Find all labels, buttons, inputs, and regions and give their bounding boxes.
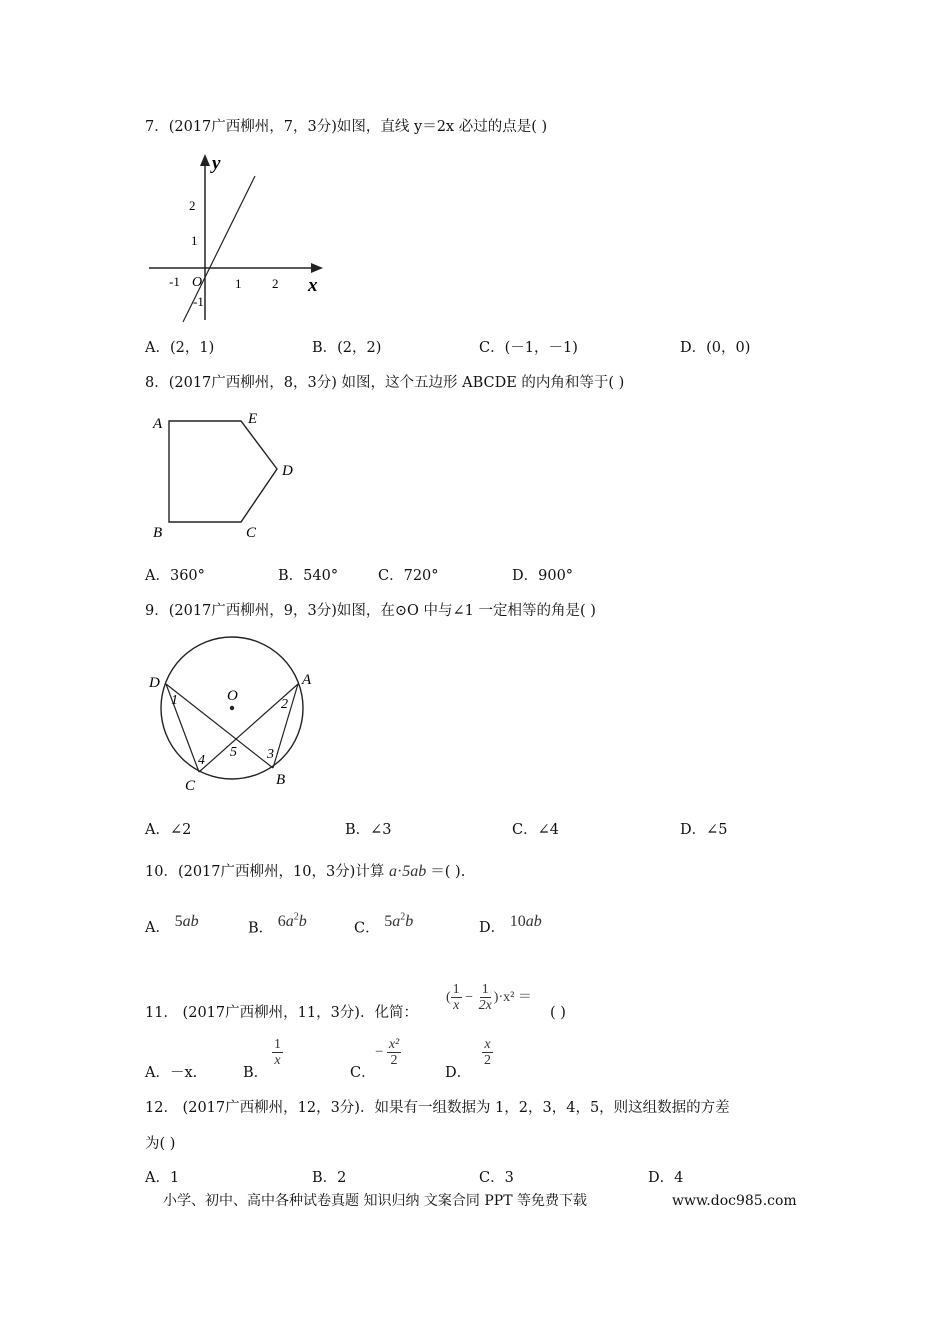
q12-option-c[interactable]: C．3: [479, 1170, 514, 1186]
q11-stem: 11． (2017广西柳州，11，3分)．化简：: [145, 1005, 418, 1021]
vertex-a: A: [153, 416, 163, 432]
q10-option-b[interactable]: B． $6a^2b$: [248, 912, 307, 937]
q12-stem-line1: 12． (2017广西柳州，12，3分)．如果有一组数据为 1，2，3，4，5，则这组数据的方差: [145, 1100, 730, 1116]
q7-option-a[interactable]: A．(2，1): [145, 340, 215, 356]
y-axis-arrow-icon: [200, 154, 210, 166]
y-tick-1: 1: [191, 233, 198, 248]
q10-option-a[interactable]: A． 5ab: [145, 913, 199, 936]
q11-option-d-letter[interactable]: D．: [445, 1065, 472, 1081]
q11-option-b-letter[interactable]: B．: [243, 1065, 269, 1081]
q12-option-d[interactable]: D．4: [648, 1170, 684, 1186]
q9-option-b[interactable]: B．∠3: [345, 822, 392, 838]
q10-stem-prefix: 10．(2017广西柳州，10，3分)计算: [145, 864, 385, 880]
x-tick--1: -1: [169, 274, 180, 289]
footer-text: 小学、初中、高中各种试卷真题 知识归纳 文案合同 PPT 等免费下载: [163, 1193, 587, 1209]
footer-url[interactable]: www.doc985.com: [672, 1193, 797, 1209]
q11-option-d-fraction: $\frac{x}{2}$: [484, 1037, 491, 1069]
q8-option-d[interactable]: D．900°: [512, 568, 574, 584]
q7-option-c[interactable]: C．(－1，－1): [479, 340, 578, 356]
q9-option-c[interactable]: C．∠4: [512, 822, 559, 838]
x-axis-arrow-icon: [311, 263, 323, 273]
y-tick--1: -1: [193, 294, 204, 309]
vertex-d: D: [282, 463, 293, 479]
q8-pentagon: [145, 405, 305, 545]
q10-expression: a·5ab: [388, 863, 427, 880]
q11-option-b-fraction: $\frac{1}{x}$: [274, 1037, 281, 1069]
q8-option-b[interactable]: B．540°: [278, 568, 339, 584]
vertex-b: B: [153, 525, 163, 541]
q12-stem-line2: 为( ): [145, 1136, 176, 1152]
pentagon-abcde: [169, 421, 277, 522]
q8-option-c[interactable]: C．720°: [378, 568, 439, 584]
q7-stem: 7．(2017广西柳州，7，3分)如图，直线 y＝2x 必过的点是( ): [145, 119, 548, 135]
point-d: D: [149, 675, 160, 691]
angle-1: 1: [171, 693, 178, 708]
x-tick-2: 2: [272, 276, 279, 291]
q10-option-c[interactable]: C． $5a^2b$: [354, 912, 414, 937]
q11-option-c-letter[interactable]: C．: [350, 1065, 376, 1081]
origin-label: O: [192, 275, 203, 290]
q8-stem: 8．(2017广西柳州，8，3分) 如图，这个五边形 ABCDE 的内角和等于( ): [145, 375, 625, 391]
point-a: A: [302, 672, 312, 688]
q9-option-a[interactable]: A．∠2: [145, 822, 192, 838]
center-o-dot: [230, 706, 234, 710]
angle-2: 2: [281, 697, 288, 712]
angle-5: 5: [230, 745, 237, 760]
y-label: y: [212, 153, 221, 174]
q9-stem: 9．(2017广西柳州，9，3分)如图，在⊙O 中与∠1 一定相等的角是( ): [145, 603, 596, 619]
q12-option-b[interactable]: B．2: [312, 1170, 347, 1186]
q11-stem-suffix: ( ): [550, 1005, 566, 1021]
x-tick-1: 1: [235, 276, 242, 291]
vertex-e: E: [248, 411, 258, 427]
point-o: O: [227, 688, 238, 704]
q11-expression: ( $\frac{1}{x}$ − $\frac{1}{2x}$ )·x² ＝: [446, 982, 532, 1014]
q10-stem: [145, 862, 465, 881]
q11-option-c-fraction: − $\frac{\text{x²}}{2}$: [375, 1037, 400, 1069]
q12-option-a[interactable]: A．1: [145, 1170, 180, 1186]
q9-circle-figure: [145, 632, 330, 797]
q8-option-a[interactable]: A．360°: [145, 568, 205, 584]
q11-option-a[interactable]: A．－x.: [145, 1065, 198, 1081]
q9-option-d[interactable]: D．∠5: [680, 822, 728, 838]
angle-4: 4: [198, 753, 205, 768]
point-b: B: [276, 772, 286, 788]
q10-option-d[interactable]: D． 10ab: [479, 913, 542, 936]
y-tick-2: 2: [189, 198, 196, 213]
q7-option-b[interactable]: B．(2，2): [312, 340, 382, 356]
x-label: x: [308, 275, 318, 296]
angle-3: 3: [267, 747, 274, 762]
vertex-c: C: [246, 525, 257, 541]
q7-graph: [145, 150, 335, 325]
q10-stem-suffix: ＝( ).: [430, 864, 466, 880]
point-c: C: [185, 778, 196, 794]
q7-option-d[interactable]: D．(0，0): [680, 340, 751, 356]
